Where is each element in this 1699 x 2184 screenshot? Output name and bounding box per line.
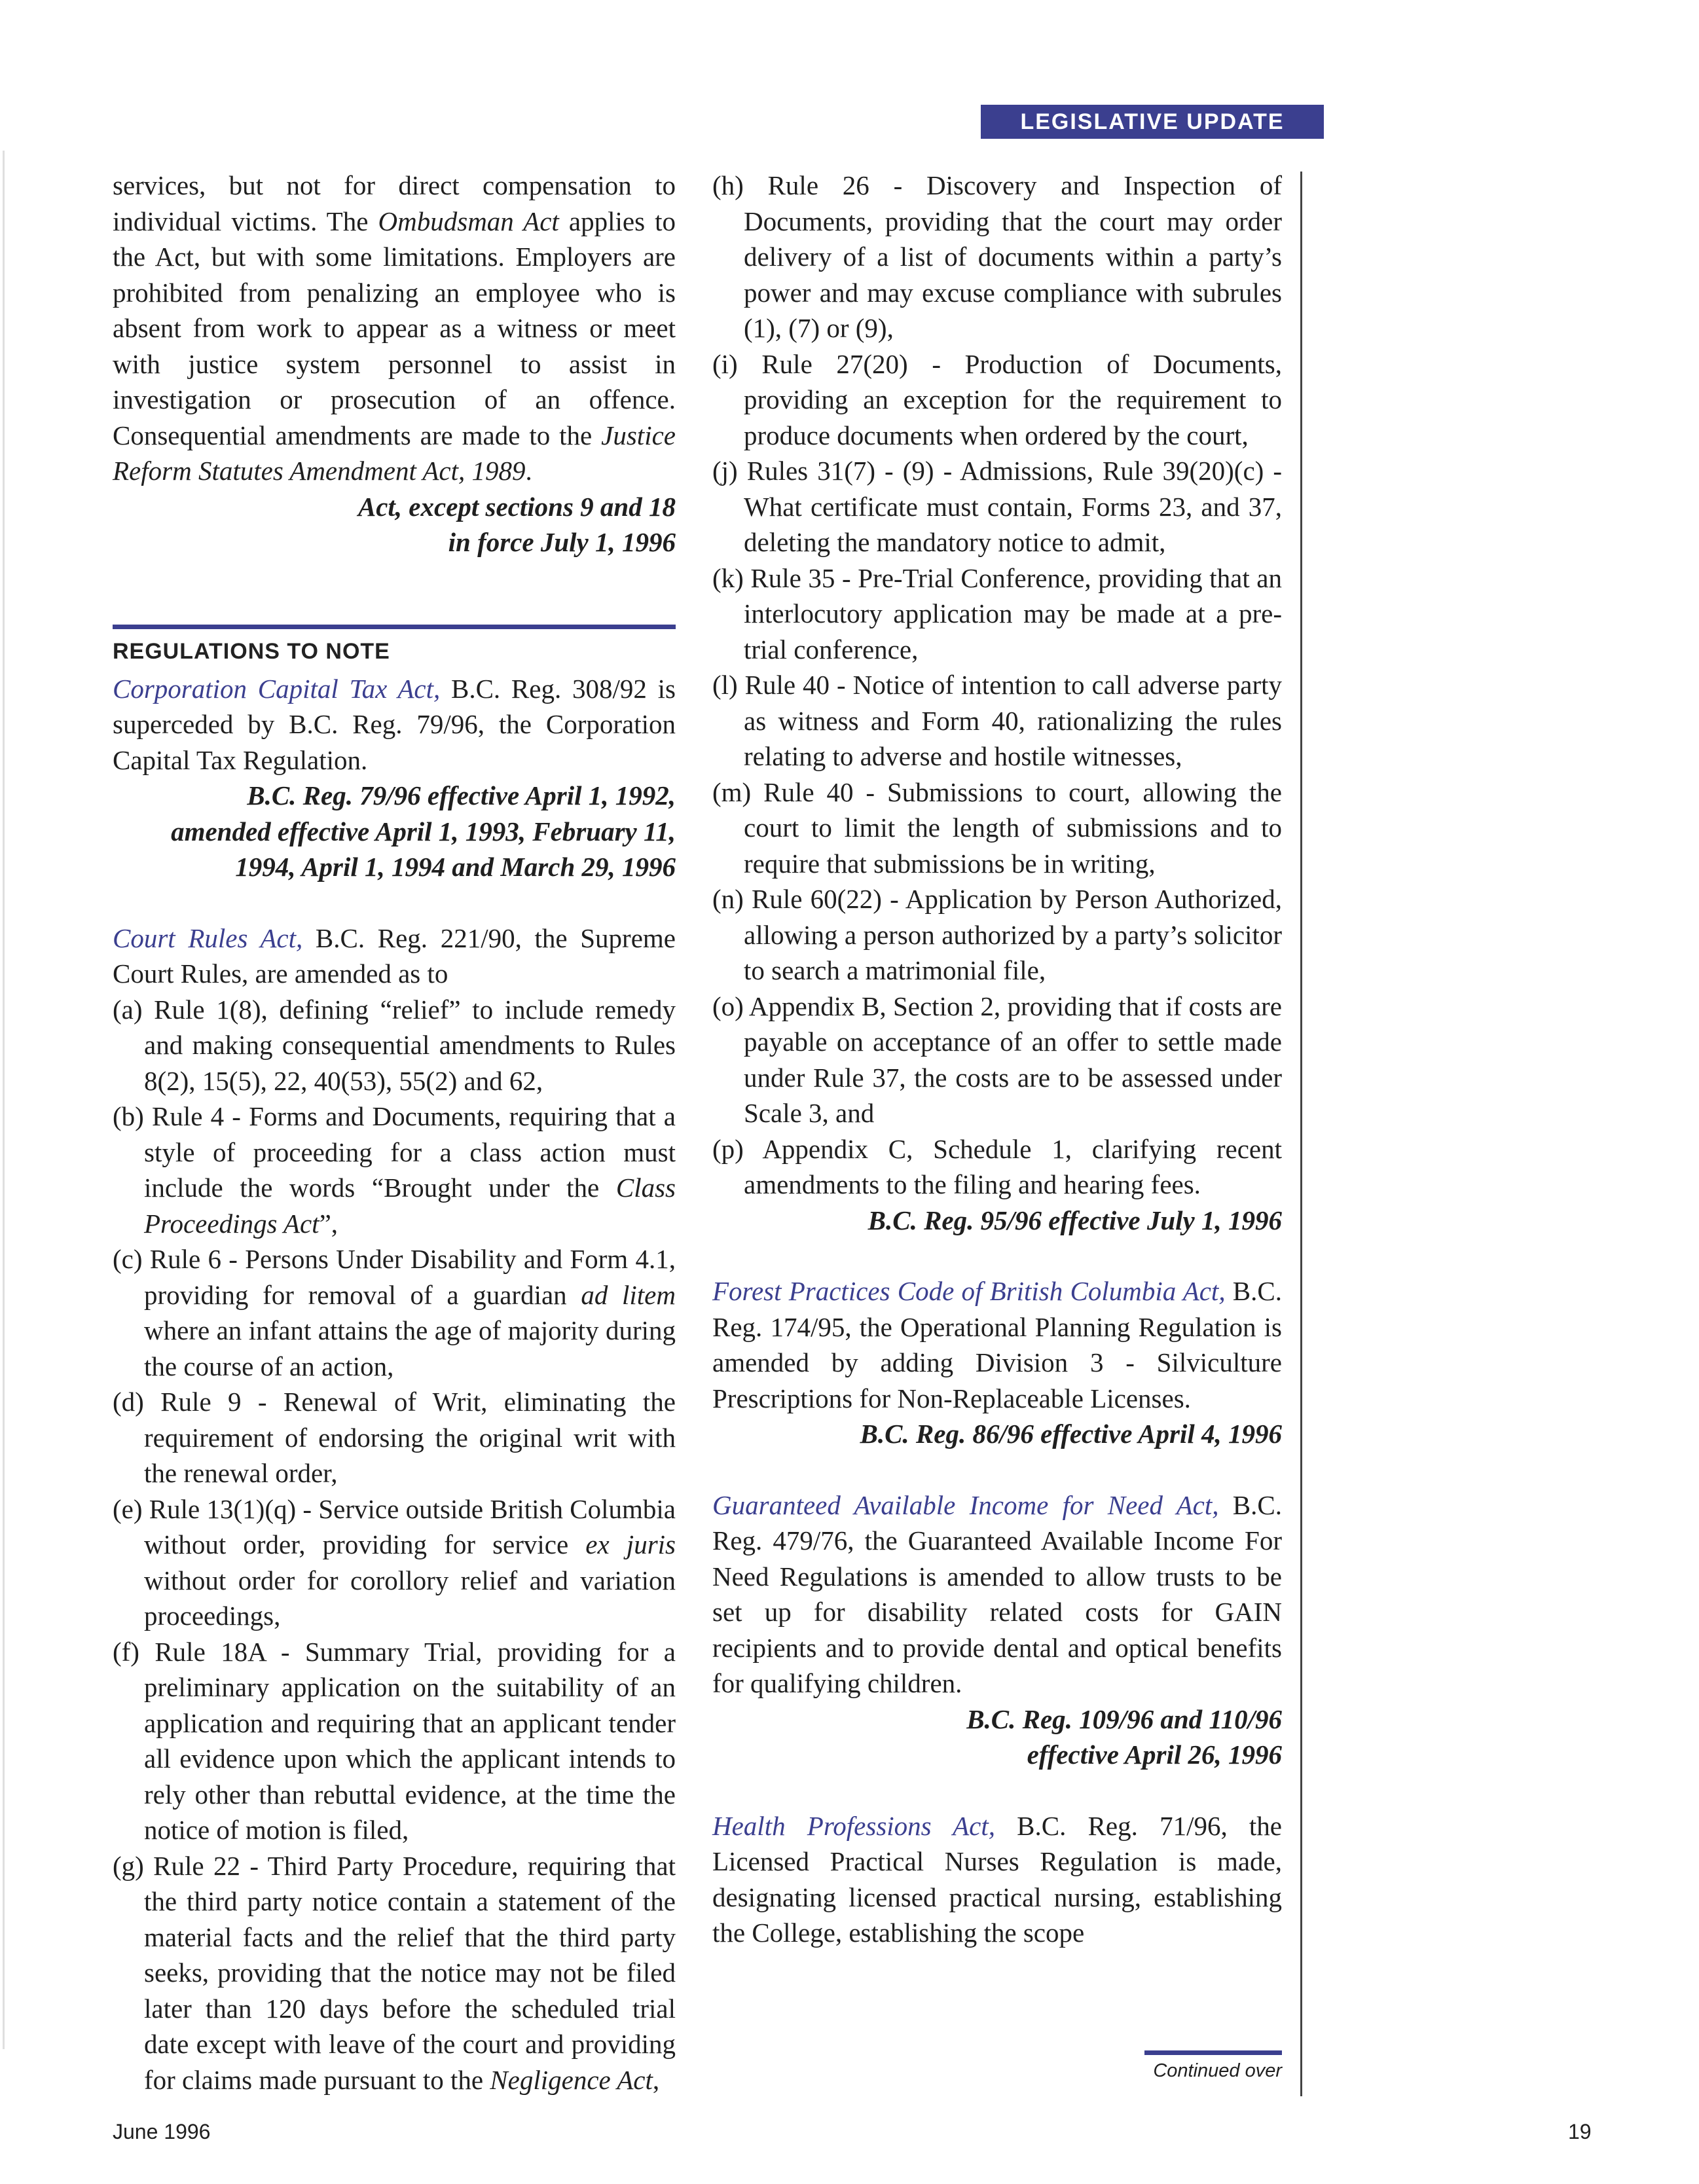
- left-column: [113, 168, 676, 2098]
- rule-item-g: (g) Rule 22 - Third Party Procedure, requiring that the third party notice contain a statement of the material facts and the relief that the third party seeks, providing that the notice may not be filed later than 120 days before the scheduled trial date except with leave of the court and providing for claims made pursuant to the Negligence Act,: [113, 1850, 676, 2095]
- regulations-heading: REGULATIONS TO NOTE: [113, 625, 676, 666]
- health-entry: Health Professions Act, B.C. Reg. 71/96, the Licensed Practical Nurses Regulation is made, designating licensed practical nursing, establishing the College, establishing the scope: [712, 1810, 1282, 1948]
- rule-item-f: (f) Rule 18A - Summary Trial, providing for a preliminary application on the suitability of an application and requiring that an applicant tender all evidence upon which the applicant intends to rely other than rebuttal evidence, at the time the notice of motion is filed,: [113, 1636, 676, 1845]
- rule-item-e: (e) Rule 13(1)(q) - Service outside British Columbia without order, providing for service ex juris without order for corollory relief and variation proceedings,: [113, 1493, 676, 1631]
- page-number: 19: [1568, 2120, 1592, 2143]
- rule-item-a: (a) Rule 1(8), defining “relief” to include remedy and making consequential amendments to Rules 8(2), 15(5), 22, 40(53), 55(2) and 62,: [113, 994, 676, 1096]
- rule-item-i: (i) Rule 27(20) - Production of Documents, providing an exception for the requirement to produce documents when ordered by the court,: [712, 348, 1282, 450]
- health-act-title: Health Professions Act,: [712, 1810, 995, 1841]
- footer-date: June 1996: [113, 2120, 211, 2143]
- right-column: [712, 168, 1282, 1951]
- corporation-effective: B.C. Reg. 79/96 effective April 1, 1992, amended effective April 1, 1993, February 11, 1994, April 1, 1994 and March 29, 1996: [171, 780, 676, 882]
- forest-act-title: Forest Practices Code of British Columbia Act,: [712, 1276, 1226, 1306]
- rule-item-j: (j) Rules 31(7) - (9) - Admissions, Rule 39(20)(c) - What certificate must contain, Forms 23, and 37, deleting the mandatory notice to admit,: [712, 456, 1282, 557]
- intro-paragraph: services, but not for direct compensation to individual victims. The Ombudsman Act applies to the Act, but with some limitations. Employers are prohibited from penalizing an employee who is absent from work to appear as a witness or meet with justice system personnel to assist in investigation or prosecution of an offence. Consequential amendments are made to the Justice Reform Statutes Amendment Act, 1989.: [113, 170, 676, 486]
- column-divider: [1300, 172, 1302, 2096]
- court-rules-effective: B.C. Reg. 95/96 effective July 1, 1996: [868, 1205, 1282, 1235]
- scan-edge: [3, 151, 5, 2049]
- corporation-entry: Corporation Capital Tax Act, B.C. Reg. 308/92 is superceded by B.C. Reg. 79/96, the Corporation Capital Tax Regulation.: [113, 673, 676, 775]
- gain-act-title: Guaranteed Available Income for Need Act,: [712, 1489, 1219, 1520]
- section-header: LEGISLATIVE UPDATE: [981, 105, 1324, 139]
- rule-item-h: (h) Rule 26 - Discovery and Inspection of Documents, providing that the court may order delivery of a list of documents within a party’s power and may excuse compliance with subrules (1), (7) or (9),: [712, 170, 1282, 343]
- continued-over-note: Continued over: [1144, 2050, 1282, 2082]
- rule-item-n: (n) Rule 60(22) - Application by Person Authorized, allowing a person authorized by a party’s solicitor to search a matrimonial file,: [712, 884, 1282, 985]
- rule-item-p: (p) Appendix C, Schedule 1, clarifying recent amendments to the filing and hearing fees.: [712, 1133, 1282, 1199]
- forest-effective: B.C. Reg. 86/96 effective April 4, 1996: [860, 1419, 1282, 1449]
- gain-effective: B.C. Reg. 109/96 and 110/96 effective April 26, 1996: [966, 1703, 1282, 1770]
- rule-item-m: (m) Rule 40 - Submissions to court, allowing the court to limit the length of submissions and to require that submissions be in writing,: [712, 776, 1282, 879]
- rule-item-o: (o) Appendix B, Section 2, providing that if costs are payable on acceptance of an offer to settle made under Rule 37, the costs are to be assessed under Scale 3, and: [712, 991, 1282, 1128]
- gain-entry: Guaranteed Available Income for Need Act, B.C. Reg. 479/76, the Guaranteed Available Income For Need Regulations is amended to allow trusts to be set up for disability related costs for GAIN recipients and to provide dental and optical benefits for qualifying children.: [712, 1489, 1282, 1698]
- rule-item-d: (d) Rule 9 - Renewal of Writ, eliminating the requirement of endorsing the original writ with the renewal order,: [113, 1387, 676, 1488]
- forest-entry: Forest Practices Code of British Columbia Act, B.C. Reg. 174/95, the Operational Planning Regulation is amended by adding Division 3 - Silviculture Prescriptions for Non-Replaceable Licenses.: [712, 1276, 1282, 1413]
- corporation-act-title: Corporation Capital Tax Act,: [113, 673, 441, 704]
- rule-item-b: (b) Rule 4 - Forms and Documents, requiring that a style of proceeding for a class action must include the words “Brought under the Class Proceedings Act”,: [113, 1101, 676, 1239]
- court-rules-act-title: Court Rules Act,: [113, 922, 303, 953]
- rule-item-l: (l) Rule 40 - Notice of intention to call adverse party as witness and Form 40, rationalizing the rules relating to adverse and hostile witnesses,: [712, 670, 1282, 771]
- rule-item-k: (k) Rule 35 - Pre-Trial Conference, providing that an interlocutory application may be made at a pre-trial conference,: [712, 562, 1282, 664]
- rule-item-c: (c) Rule 6 - Persons Under Disability and Form 4.1, providing for removal of a guardian ad litem where an infant attains the age of majority during the course of an action,: [113, 1244, 676, 1381]
- intro-effective: Act, except sections 9 and 18 in force July 1, 1996: [357, 491, 676, 557]
- court-rules-entry: Court Rules Act, B.C. Reg. 221/90, the Supreme Court Rules, are amended as to: [113, 922, 676, 989]
